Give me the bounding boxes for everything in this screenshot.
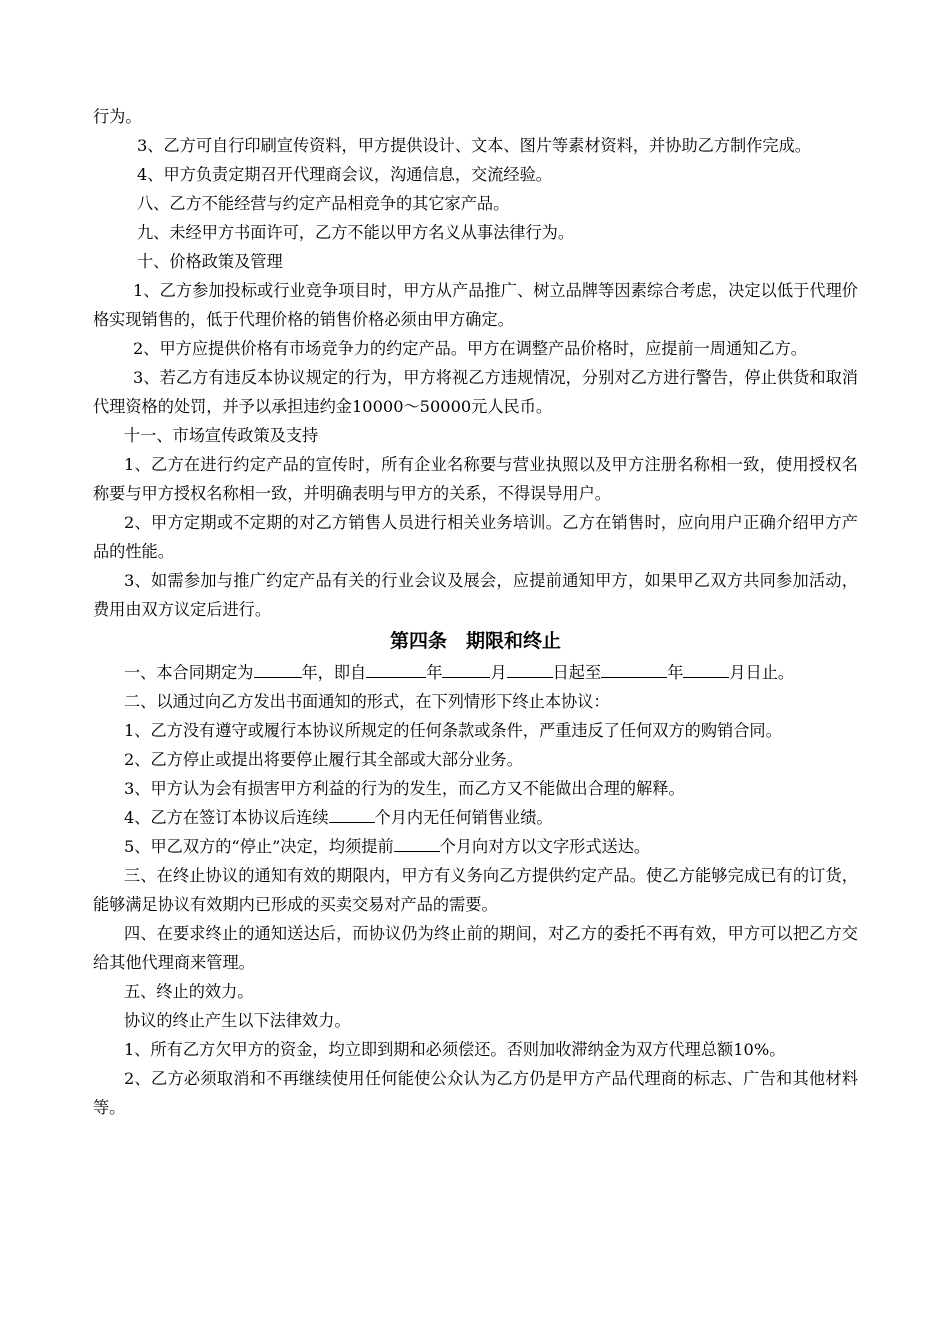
notice-text: 5、甲乙双方的“停止”决定，均须提前 xyxy=(124,837,394,856)
term-years-blank xyxy=(254,660,302,678)
paragraph: 十一、市场宣传政策及支持 xyxy=(124,426,319,445)
start-day-blank xyxy=(507,660,553,678)
paragraph: 九、未经甲方书面许可，乙方不能以甲方名义从事法律行为。 xyxy=(137,223,575,242)
start-year-blank xyxy=(366,660,426,678)
paragraph: 4、甲方负责定期召开代理商会议，沟通信息，交流经验。 xyxy=(137,165,552,184)
paragraph: 2、乙方停止或提出将要停止履行其全部或大部分业务。 xyxy=(124,750,523,769)
contract-term-paragraph xyxy=(93,658,858,687)
paragraph: 3、乙方可自行印刷宣传资料，甲方提供设计、文本、图片等素材资料，并协助乙方制作完成。 xyxy=(137,136,811,155)
end-month-blank xyxy=(683,660,729,678)
term-text: 年 xyxy=(426,663,443,682)
paragraph: 十、价格政策及管理 xyxy=(137,252,283,271)
notice-months-blank xyxy=(394,834,440,852)
paragraph: 行为。 xyxy=(93,107,142,126)
paragraph: 八、乙方不能经营与约定产品相竞争的其它家产品。 xyxy=(137,194,510,213)
paragraph: 三、在终止协议的通知有效的期限内，甲方有义务向乙方提供约定产品。使乙方能够完成已有的订货，能够满足协议有效期内已形成的买卖交易对产品的需要。 xyxy=(93,866,858,914)
paragraph: 1、乙方没有遵守或履行本协议所规定的任何条款或条件，严重违反了任何双方的购销合同。 xyxy=(124,721,782,740)
paragraph: 3、甲方认为会有损害甲方利益的行为的发生，而乙方又不能做出合理的解释。 xyxy=(124,779,685,798)
term-text: 一、本合同期定为 xyxy=(124,663,254,682)
article-title: 第四条 期限和终止 xyxy=(389,630,561,652)
paragraph: 1、乙方在进行约定产品的宣传时，所有企业名称要与营业执照以及甲方注册名称相一致，使用授权名称要与甲方授权名称相一致，并明确表明与甲方的关系，不得误导用户。 xyxy=(93,455,858,503)
term-text: 月日止。 xyxy=(729,663,795,682)
term-text: 年，即自 xyxy=(301,663,367,682)
paragraph: 1、乙方参加投标或行业竞争项目时，甲方从产品推广、树立品牌等因素综合考虑，决定以低于代理价格实现销售的，低于代理价格的销售价格必须由甲方确定。 xyxy=(93,281,858,329)
notice-text: 个月向对方以文字形式送达。 xyxy=(439,837,651,856)
term-text: 年 xyxy=(667,663,684,682)
paragraph: 2、甲方定期或不定期的对乙方销售人员进行相关业务培训。乙方在销售时，应向用户正确介绍甲方产品的性能。 xyxy=(93,513,858,561)
months-blank xyxy=(329,805,375,823)
term-text: 日起至 xyxy=(552,663,602,682)
paragraph: 二、以通过向乙方发出书面通知的形式，在下列情形下终止本协议： xyxy=(124,692,610,711)
paragraph: 2、乙方必须取消和不再继续使用任何能使公众认为乙方仍是甲方产品代理商的标志、广告和其他材料等。 xyxy=(93,1069,858,1117)
start-month-blank xyxy=(442,660,490,678)
paragraph: 3、如需参加与推广约定产品有关的行业会议及展会，应提前通知甲方，如果甲乙双方共同参加活动，费用由双方议定后进行。 xyxy=(93,571,858,619)
paragraph: 四、在要求终止的通知送达后，而协议仍为终止前的期间，对乙方的委托不再有效，甲方可以把乙方交给其他代理商来管理。 xyxy=(93,924,858,972)
notice-paragraph xyxy=(93,832,858,861)
document-body xyxy=(93,102,858,1122)
term-text: 月 xyxy=(490,663,507,682)
end-year-blank xyxy=(601,660,667,678)
paragraph: 2、甲方应提供价格有市场竞争力的约定产品。甲方在调整产品价格时，应提前一周通知乙方。 xyxy=(133,339,807,358)
sales-text: 个月内无任何销售业绩。 xyxy=(374,808,553,827)
paragraph: 1、所有乙方欠甲方的资金，均立即到期和必须偿还。否则加收滞纳金为双方代理总额10%。 xyxy=(124,1040,786,1059)
paragraph: 五、终止的效力。 xyxy=(124,982,254,1001)
sales-text: 4、乙方在签订本协议后连续 xyxy=(124,808,329,827)
paragraph: 3、若乙方有违反本协议规定的行为，甲方将视乙方违规情况，分别对乙方进行警告，停止供货和取消代理资格的处罚，并予以承担违约金10000～50000元人民币。 xyxy=(93,368,858,416)
paragraph: 协议的终止产生以下法律效力。 xyxy=(124,1011,351,1030)
sales-performance-paragraph xyxy=(93,803,858,832)
